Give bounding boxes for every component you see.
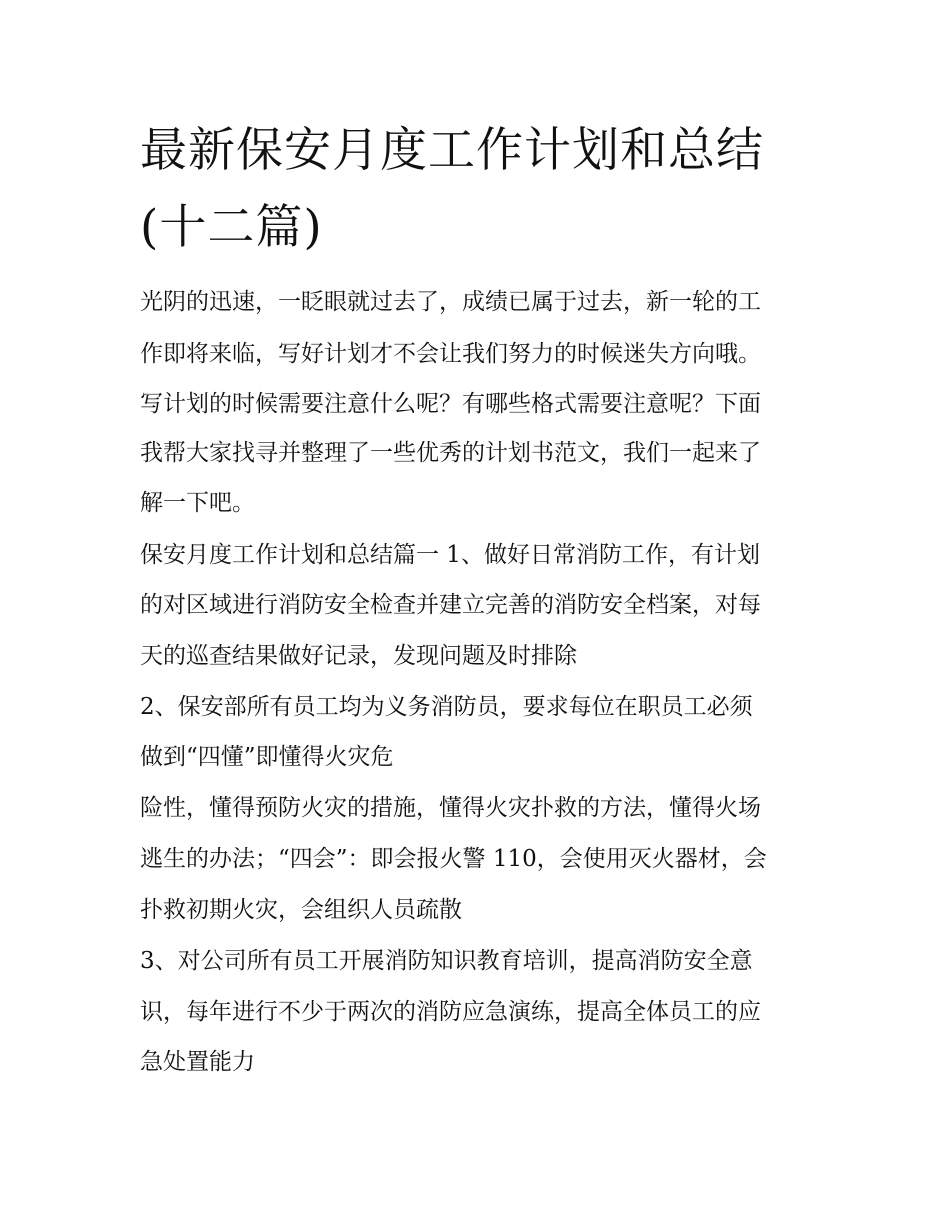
body-line: 保安月度工作计划和总结篇一 1、做好日常消防工作，有计划: [140, 542, 760, 568]
body-line: 作即将来临，写好计划才不会让我们努力的时候迷失方向哦。: [140, 341, 761, 367]
body-line: 我帮大家找寻并整理了一些优秀的计划书范文，我们一起来了: [140, 440, 761, 466]
title-line-1: 最新保安月度工作计划和总结: [140, 123, 764, 178]
body-line: 的对区域进行消防安全检查并建立完善的消防安全档案，对每: [140, 592, 761, 618]
body-line: 解一下吧。: [140, 490, 255, 516]
document-title: [140, 112, 830, 266]
body-line: 扑救初期火灾，会组织人员疏散: [140, 897, 462, 923]
body-line: 逃生的办法；“四会”：即会报火警 110，会使用灭火器材，会: [140, 846, 767, 872]
body-line: 光阴的迅速，一眨眼就过去了，成绩已属于过去，新一轮的工: [140, 289, 761, 315]
body-line: 3、对公司所有员工开展消防知识教育培训，提高消防安全意: [140, 948, 753, 974]
body-line: 险性，懂得预防火灾的措施，懂得火灾扑救的方法，懂得火场: [140, 795, 761, 821]
body-line: 天的巡查结果做好记录，发现问题及时排除: [140, 643, 577, 669]
body-line: 做到“四懂”即懂得火灾危: [140, 744, 394, 770]
body-line: 急处置能力: [140, 1049, 255, 1075]
title-line-2: (十二篇): [140, 200, 323, 255]
body-line: 2、保安部所有员工均为义务消防员，要求每位在职员工必须: [140, 694, 753, 720]
body-line: 写计划的时候需要注意什么呢？有哪些格式需要注意呢？下面: [140, 391, 761, 417]
body-line: 识，每年进行不少于两次的消防应急演练，提高全体员工的应: [140, 999, 761, 1025]
